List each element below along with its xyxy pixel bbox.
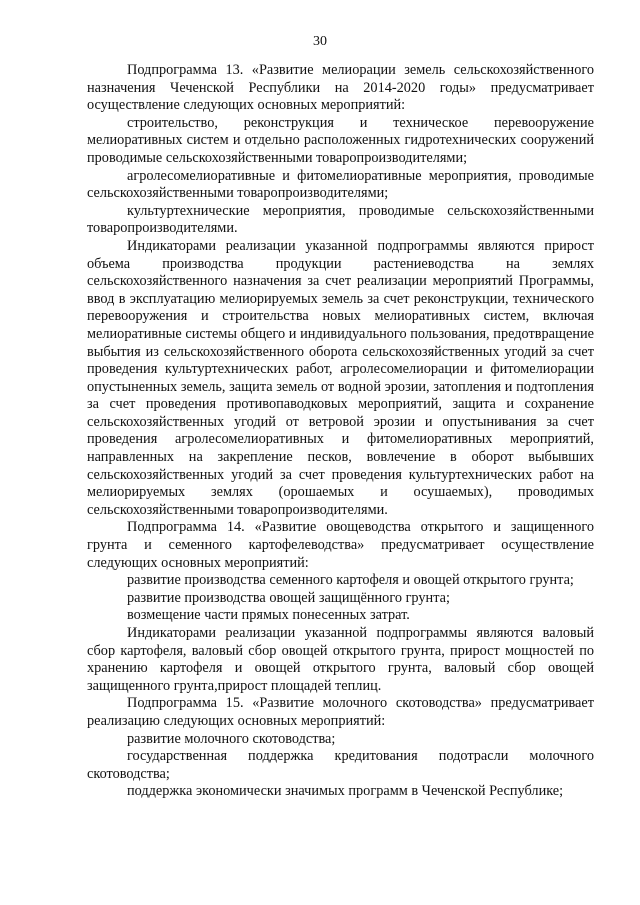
list-item-seed-potato: развитие производства семенного картофеля и овощей открытого грунта; <box>127 572 574 589</box>
paragraph-subprogram-14-indicators: Индикаторами реализации указанной подпрограммы являются валовый сбор картофеля, валовый сбор овощей открытого грунта, прирост мощностей по хранению картофеля и овощей открытого грунта, валовый сбор овощей защищенного грунта,прирост площадей теплиц. <box>87 625 594 694</box>
list-item-agroforest-measures: агролесомелиоративные и фитомелиоративные мероприятия, проводимые сельскохозяйственными товаропроизводителями; <box>87 167 594 202</box>
list-item-economic-programs: поддержка экономически значимых программ в Чеченской Республике; <box>127 783 564 800</box>
paragraph-subprogram-13-intro: Подпрограмма 13. «Развитие мелиорации земель сельскохозяйственного назначения Чеченской Республики на 2014-2020 годы» предусматривает осуществление следующих основных мероприятий: <box>87 62 594 114</box>
list-item-greenhouse-vegetables: развитие производства овощей защищённого грунта; <box>127 589 450 606</box>
page-number: 30 <box>313 34 327 49</box>
paragraph-subprogram-15-intro: Подпрограмма 15. «Развитие молочного скотоводства» предусматривает реализацию следующих основных мероприятий: <box>87 695 594 729</box>
paragraph-subprogram-13-indicators: Индикаторами реализации указанной подпрограммы являются прирост объема производства продукции растениеводства на землях сельскохозяйственного назначения за счет реализации мероприятий Программы, ввод в эксплуатацию мелиорируемых земель за счет реконструкции, технического перевооружения и строительства новых мелиоративных систем, включая мелиоративные системы общего и индивидуального пользования, предотвращение выбытия из сельскохозяйственного оборота сельскохозяйственных угодий за счет проведения культуртехнических работ, агролесомелиорации и фитомелиорации опустыненных земель, защита земель от водной эрозии, затопления и подтопления за счет проведения противопаводковых мероприятий, защита и сохранение сельскохозяйственных угодий от ветровой эрозии и опустынивания за счет проведения агролесомелиоративных и фитомелиоративных мероприятий, направленных на закрепление песков, вовлечение в оборот выбывших сельскохозяйственных угодий за счет проведения культуртехнических работ на мелиорируемых землях (орошаемых и осушаемых), проводимых сельскохозяйственными товаропроизводителями. <box>87 237 594 518</box>
list-item-cultural-technical-measures: культуртехнические мероприятия, проводимые сельскохозяйственными товаропроизводителями. <box>87 202 594 237</box>
paragraph-subprogram-14-intro: Подпрограмма 14. «Развитие овощеводства открытого и защищенного грунта и семенного картофелеводства» предусматривает осуществление следующих основных мероприятий: <box>87 519 594 571</box>
document-body <box>87 62 594 801</box>
list-item-dairy-development: развитие молочного скотоводства; <box>127 730 336 747</box>
list-item-credit-support: государственная поддержка кредитования подотрасли молочного скотоводства; <box>87 748 594 782</box>
list-item-cost-reimbursement: возмещение части прямых понесенных затрат. <box>127 607 410 624</box>
list-item-construction: строительство, реконструкция и техническое перевооружение мелиоративных систем и отдельно расположенных гидротехнических сооружений проводимые сельскохозяйственными товаропроизводителями; <box>87 114 594 166</box>
